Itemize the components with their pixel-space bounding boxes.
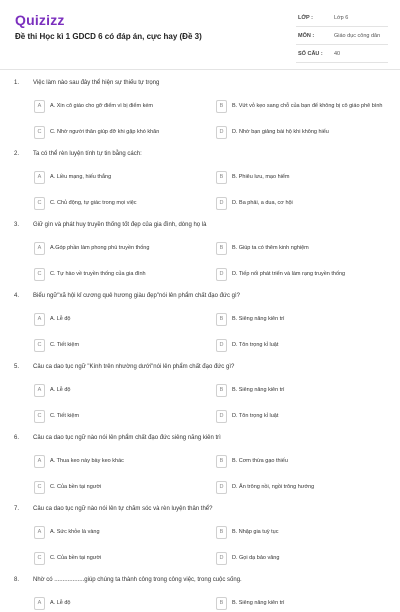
option-text: D. Tôn trọng kỉ luật <box>232 342 279 348</box>
option-text: C. Chủ động, tự giác trong mọi việc <box>50 200 137 206</box>
option-letter-box: B <box>216 455 227 468</box>
question-text: Ta có thể rèn luyện tính tự tin bằng cách: <box>33 151 142 157</box>
option-text: D. Nhờ bạn giảng bài hộ khi không hiểu <box>232 129 329 135</box>
meta-row-count <box>296 49 388 63</box>
question-text: Câu ca dao tục ngữ "Kính trên nhường dưới"nói lên phẩm chất đạo đức gì? <box>33 364 235 370</box>
question-number: 5. <box>14 364 20 370</box>
option-text: B. Giúp ta có thêm kinh nghiệm <box>232 245 309 251</box>
option-letter-box: A <box>34 526 45 539</box>
option-letter-box: D <box>216 339 227 352</box>
worksheet-header <box>0 0 400 68</box>
option-text: B. Siêng năng kiên trì <box>232 600 285 606</box>
option-text: A. Sức khỏe là vàng <box>50 529 100 535</box>
option-text: B. Vứt vỏ kẹo sang chỗ của bạn để không bị cô giáo phê bình <box>232 103 383 109</box>
option-letter-box: A <box>34 100 45 113</box>
answer-option-c[interactable] <box>34 268 204 283</box>
answer-option-b[interactable] <box>216 242 386 257</box>
answer-option-d[interactable] <box>216 481 386 496</box>
option-text: C. Của bền tại người <box>50 555 102 561</box>
meta-label: LỚP : <box>298 15 313 21</box>
question-number: 8. <box>14 577 20 583</box>
option-letter-box: C <box>34 197 45 210</box>
answer-option-d[interactable] <box>216 410 386 425</box>
option-letter-box: D <box>216 197 227 210</box>
option-text: B. Cơm thừa gạo thiếu <box>232 458 288 464</box>
answer-option-a[interactable] <box>34 384 204 399</box>
option-letter-box: C <box>34 410 45 423</box>
answer-option-c[interactable] <box>34 197 204 212</box>
option-text: B. Siêng năng kiên trì <box>232 387 285 393</box>
answer-option-c[interactable] <box>34 339 204 354</box>
answer-option-b[interactable] <box>216 313 386 328</box>
answer-option-d[interactable] <box>216 552 386 567</box>
question-text: Biểu ngữ"xã hội kỉ cương quê hương giàu đẹp"nói lên phẩm chất đạo đức gì? <box>33 293 240 299</box>
meta-label: MÔN : <box>298 33 315 39</box>
option-letter-box: A <box>34 313 45 326</box>
option-text: C. Tự hào về truyền thống của gia đình <box>50 271 146 277</box>
option-letter-box: C <box>34 552 45 565</box>
option-letter-box: A <box>34 455 45 468</box>
option-text: A. Lễ độ <box>50 387 71 393</box>
answer-option-b[interactable] <box>216 100 386 115</box>
question-number: 1. <box>14 80 20 86</box>
option-letter-box: B <box>216 100 227 113</box>
question-number: 7. <box>14 506 20 512</box>
option-text: B. Nhập gia tuỳ tục <box>232 529 279 535</box>
answer-option-d[interactable] <box>216 197 386 212</box>
answer-option-a[interactable] <box>34 242 204 257</box>
option-text: B. Phiêu lưu, mạo hiểm <box>232 174 290 180</box>
option-letter-box: B <box>216 384 227 397</box>
header-divider <box>0 69 400 70</box>
answer-option-c[interactable] <box>34 126 204 141</box>
answer-option-a[interactable] <box>34 455 204 470</box>
option-text: D. Gọi dạ bảo vâng <box>232 555 280 561</box>
meta-label: SỐ CÂU : <box>298 51 323 57</box>
option-text: C. Của bền tại người <box>50 484 102 490</box>
option-text: A. Xin cô giáo cho gỡ điểm vì bị điểm kém <box>50 103 153 109</box>
question-number: 2. <box>14 151 20 157</box>
question-text: Việc làm nào sau đây thể hiện sự thiếu tự trọng <box>33 80 160 86</box>
option-text: C. Nhờ người thân giúp đỡ khi gặp khó khăn <box>50 129 160 135</box>
option-letter-box: A <box>34 242 45 255</box>
page-title: Đề thi Học kì 1 GDCD 6 có đáp án, cực hay (Đề 3) <box>15 32 202 41</box>
option-letter-box: A <box>34 597 45 610</box>
option-letter-box: B <box>216 171 227 184</box>
question-text: Câu ca dao tục ngữ nào nói lên phẩm chất đạo đức siêng năng kiên trì <box>33 435 221 441</box>
option-letter-box: D <box>216 126 227 139</box>
option-letter-box: C <box>34 481 45 494</box>
question-text: Giữ gìn và phát huy truyền thống tốt đẹp của gia đình, dòng họ là <box>33 222 207 228</box>
meta-row-subject <box>296 31 388 45</box>
answer-option-a[interactable] <box>34 100 204 115</box>
answer-option-a[interactable] <box>34 526 204 541</box>
meta-row-class <box>296 13 388 27</box>
answer-option-b[interactable] <box>216 455 386 470</box>
answer-option-c[interactable] <box>34 552 204 567</box>
question-number: 6. <box>14 435 20 441</box>
option-letter-box: B <box>216 242 227 255</box>
option-letter-box: D <box>216 552 227 565</box>
option-letter-box: B <box>216 597 227 610</box>
answer-option-a[interactable] <box>34 171 204 186</box>
question-text: Câu ca dao tục ngữ nào nói lên tự chăm sóc và rèn luyện thân thể? <box>33 506 213 512</box>
option-letter-box: C <box>34 339 45 352</box>
option-text: D. Tôn trọng kỉ luật <box>232 413 279 419</box>
option-letter-box: D <box>216 481 227 494</box>
answer-option-a[interactable] <box>34 597 204 612</box>
option-letter-box: A <box>34 171 45 184</box>
option-letter-box: C <box>34 126 45 139</box>
meta-value: Giáo dục công dân <box>334 33 381 39</box>
meta-value: 40 <box>334 51 341 57</box>
answer-option-b[interactable] <box>216 384 386 399</box>
option-text: D. Ăn trông nồi, ngồi trông hướng <box>232 484 315 490</box>
option-text: D. Ba phải, a dua, cơ hội <box>232 200 293 206</box>
answer-option-b[interactable] <box>216 526 386 541</box>
option-text: A. Liều mạng, hiếu thắng <box>50 174 112 180</box>
option-text: A. Lễ độ <box>50 600 71 606</box>
answer-option-d[interactable] <box>216 339 386 354</box>
meta-panel <box>296 13 388 67</box>
option-text: A. Lễ độ <box>50 316 71 322</box>
answer-option-a[interactable] <box>34 313 204 328</box>
option-text: B. Siêng năng kiên trì <box>232 316 285 322</box>
option-text: A.Góp phần làm phong phú truyền thống <box>50 245 150 251</box>
option-letter-box: B <box>216 313 227 326</box>
question-text: Nhờ có ..................giúp chúng ta thành công trong công việc, trong cuộc sống. <box>33 577 242 583</box>
answer-option-c[interactable] <box>34 410 204 425</box>
option-text: D. Tiếp nối phát triển và làm rạng truyền thống <box>232 271 346 277</box>
option-text: A. Thua keo này bày keo khác <box>50 458 124 464</box>
answer-option-c[interactable] <box>34 481 204 496</box>
answer-option-d[interactable] <box>216 126 386 141</box>
option-letter-box: D <box>216 268 227 281</box>
answer-option-d[interactable] <box>216 268 386 283</box>
option-text: C. Tiết kiệm <box>50 413 80 419</box>
meta-value: Lớp 6 <box>334 15 349 21</box>
option-text: C. Tiết kiệm <box>50 342 80 348</box>
question-number: 3. <box>14 222 20 228</box>
option-letter-box: B <box>216 526 227 539</box>
answer-option-b[interactable] <box>216 597 386 612</box>
option-letter-box: D <box>216 410 227 423</box>
quizizz-logo: Quizizz <box>15 12 65 28</box>
question-number: 4. <box>14 293 20 299</box>
option-letter-box: C <box>34 268 45 281</box>
answer-option-b[interactable] <box>216 171 386 186</box>
option-letter-box: A <box>34 384 45 397</box>
